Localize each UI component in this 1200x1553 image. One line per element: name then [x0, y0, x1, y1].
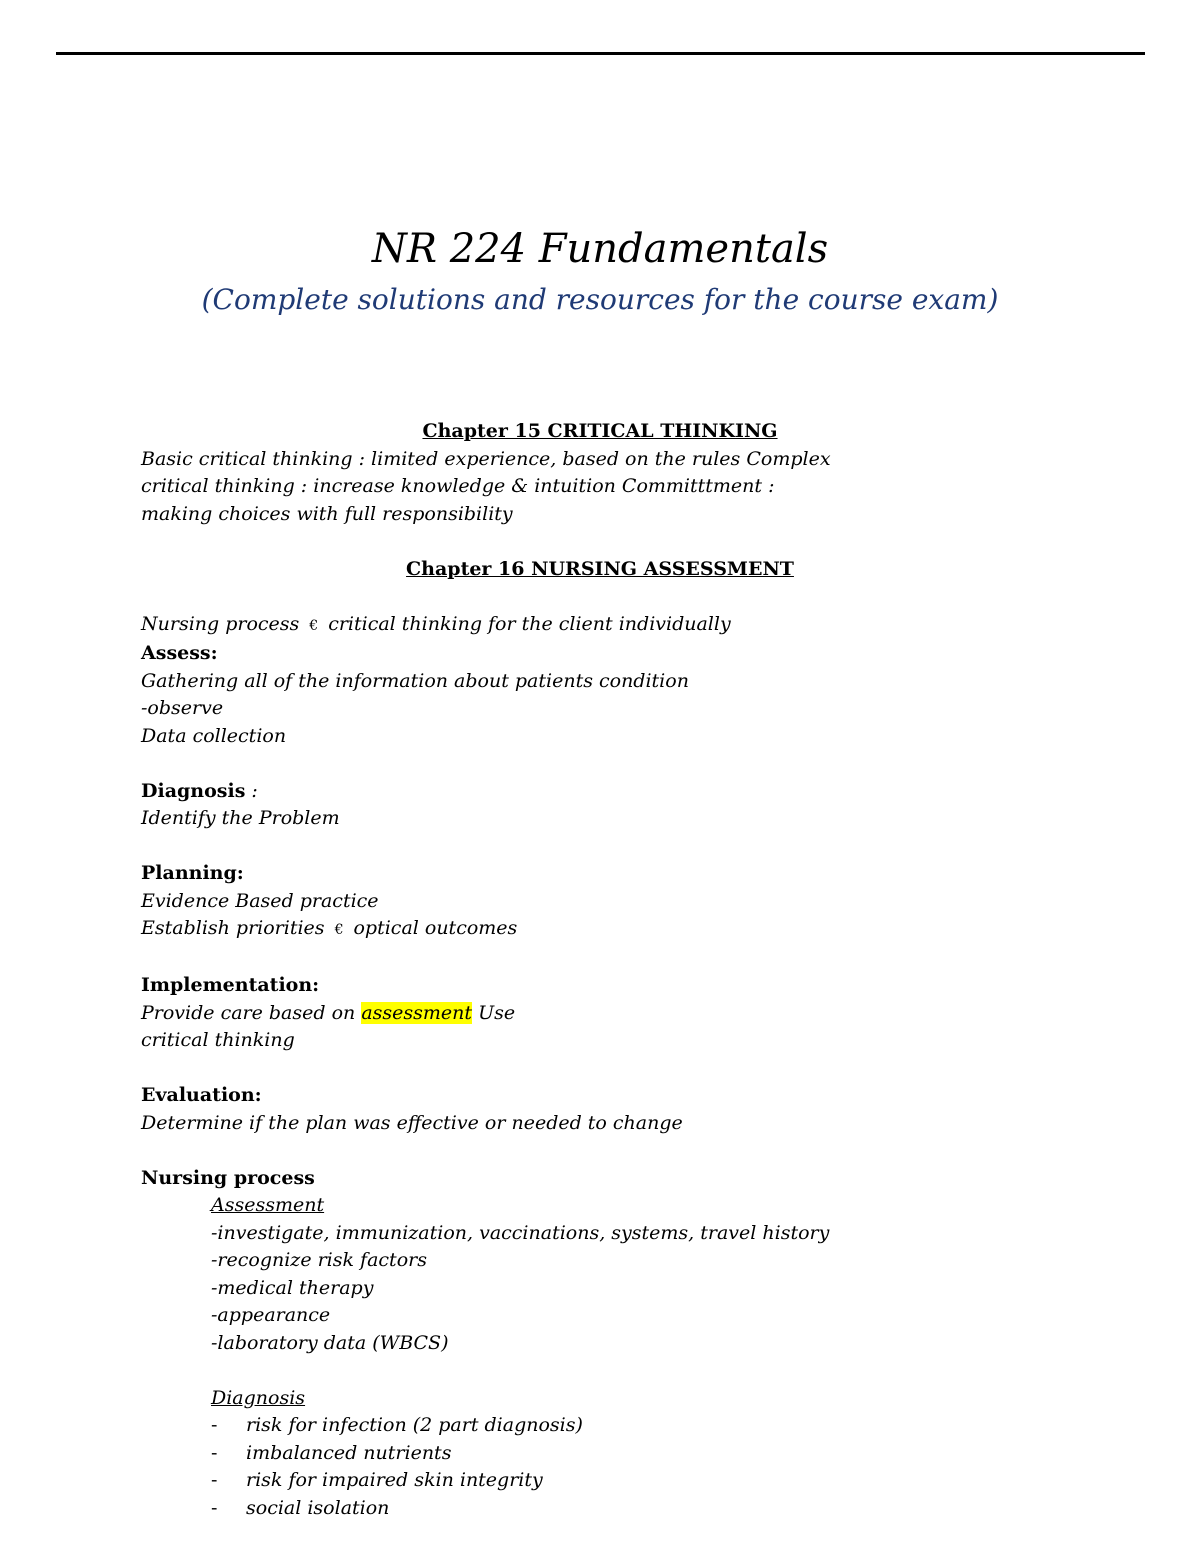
- evaluation-line: Determine if the plan was effective or needed to change: [141, 1111, 683, 1134]
- np-assessment-item: -recognize risk factors: [211, 1249, 427, 1271]
- arrow-icon: €: [334, 922, 344, 938]
- np-assessment-label: Assessment: [211, 1194, 325, 1216]
- implementation-line: critical thinking: [141, 1029, 295, 1051]
- np-diagnosis-text: risk for impaired skin integrity: [246, 1469, 543, 1491]
- chapter-16-heading: Chapter 16 NURSING ASSESSMENT: [406, 557, 794, 580]
- np-assessment-item: -investigate, immunization, vaccinations, systems, travel history: [211, 1221, 830, 1244]
- planning-line: Evidence Based practice: [141, 889, 379, 912]
- chapter-15-line: making choices with full responsibility: [141, 502, 513, 525]
- intro-text-b: critical thinking for the client individually: [328, 612, 731, 635]
- diagnosis-label: Diagnosis: [141, 779, 246, 802]
- list-dash: -: [211, 1414, 218, 1436]
- assess-label: Assess:: [141, 642, 218, 664]
- np-assessment-item: -medical therapy: [211, 1276, 374, 1299]
- document-subtitle: (Complete solutions and resources for the course exam): [201, 283, 999, 316]
- arrow-icon: €: [309, 617, 319, 634]
- np-diagnosis-text: imbalanced nutrients: [246, 1441, 452, 1464]
- header-rule: [56, 52, 1145, 55]
- np-assessment-item: -appearance: [211, 1304, 331, 1326]
- list-dash: -: [211, 1469, 218, 1491]
- nursing-process-label: Nursing process: [141, 1166, 315, 1189]
- nursing-process-intro: [141, 611, 1141, 641]
- planning-line: [141, 915, 1141, 945]
- highlighted-word: assessment: [361, 1001, 473, 1024]
- assess-line: -observe: [141, 697, 224, 719]
- np-diagnosis-text: risk for infection (2 part diagnosis): [246, 1414, 583, 1436]
- implementation-label: Implementation:: [141, 974, 320, 996]
- implementation-text-b: Use: [472, 1001, 516, 1024]
- diagnosis-line: Identify the Problem: [141, 807, 340, 829]
- np-diagnosis-text: social isolation: [246, 1496, 390, 1519]
- diagnosis-colon: :: [245, 779, 258, 802]
- chapter-15-line: Basic critical thinking : limited experience, based on the rules Complex: [141, 447, 831, 470]
- implementation-text-a: Provide care based on: [141, 1001, 362, 1024]
- planning-label: Planning:: [141, 862, 244, 884]
- document-body: [141, 418, 1141, 1522]
- chapter-15-line: critical thinking : increase knowledge & intuition Committtment :: [141, 475, 775, 497]
- np-diagnosis-item: [141, 1412, 1141, 1440]
- document-title: NR 224 Fundamentals: [371, 226, 829, 272]
- planning-text-a: Establish priorities: [141, 917, 325, 939]
- np-diagnosis-item: [141, 1495, 1141, 1523]
- diagnosis-heading: [141, 778, 1141, 806]
- list-dash: -: [211, 1441, 218, 1464]
- np-assessment-item: -laboratory data (WBCS): [211, 1331, 449, 1354]
- implementation-line: [141, 1000, 1141, 1028]
- planning-text-b: optical outcomes: [353, 917, 518, 939]
- assess-line: Data collection: [141, 724, 287, 747]
- intro-text-a: Nursing process: [141, 612, 300, 635]
- assess-line: Gathering all of the information about patients condition: [141, 669, 689, 692]
- np-diagnosis-item: [141, 1467, 1141, 1495]
- list-dash: -: [211, 1496, 218, 1519]
- chapter-15-heading: Chapter 15 CRITICAL THINKING: [422, 420, 778, 442]
- np-diagnosis-label: Diagnosis: [211, 1386, 306, 1409]
- evaluation-label: Evaluation:: [141, 1084, 262, 1106]
- np-diagnosis-item: [141, 1440, 1141, 1468]
